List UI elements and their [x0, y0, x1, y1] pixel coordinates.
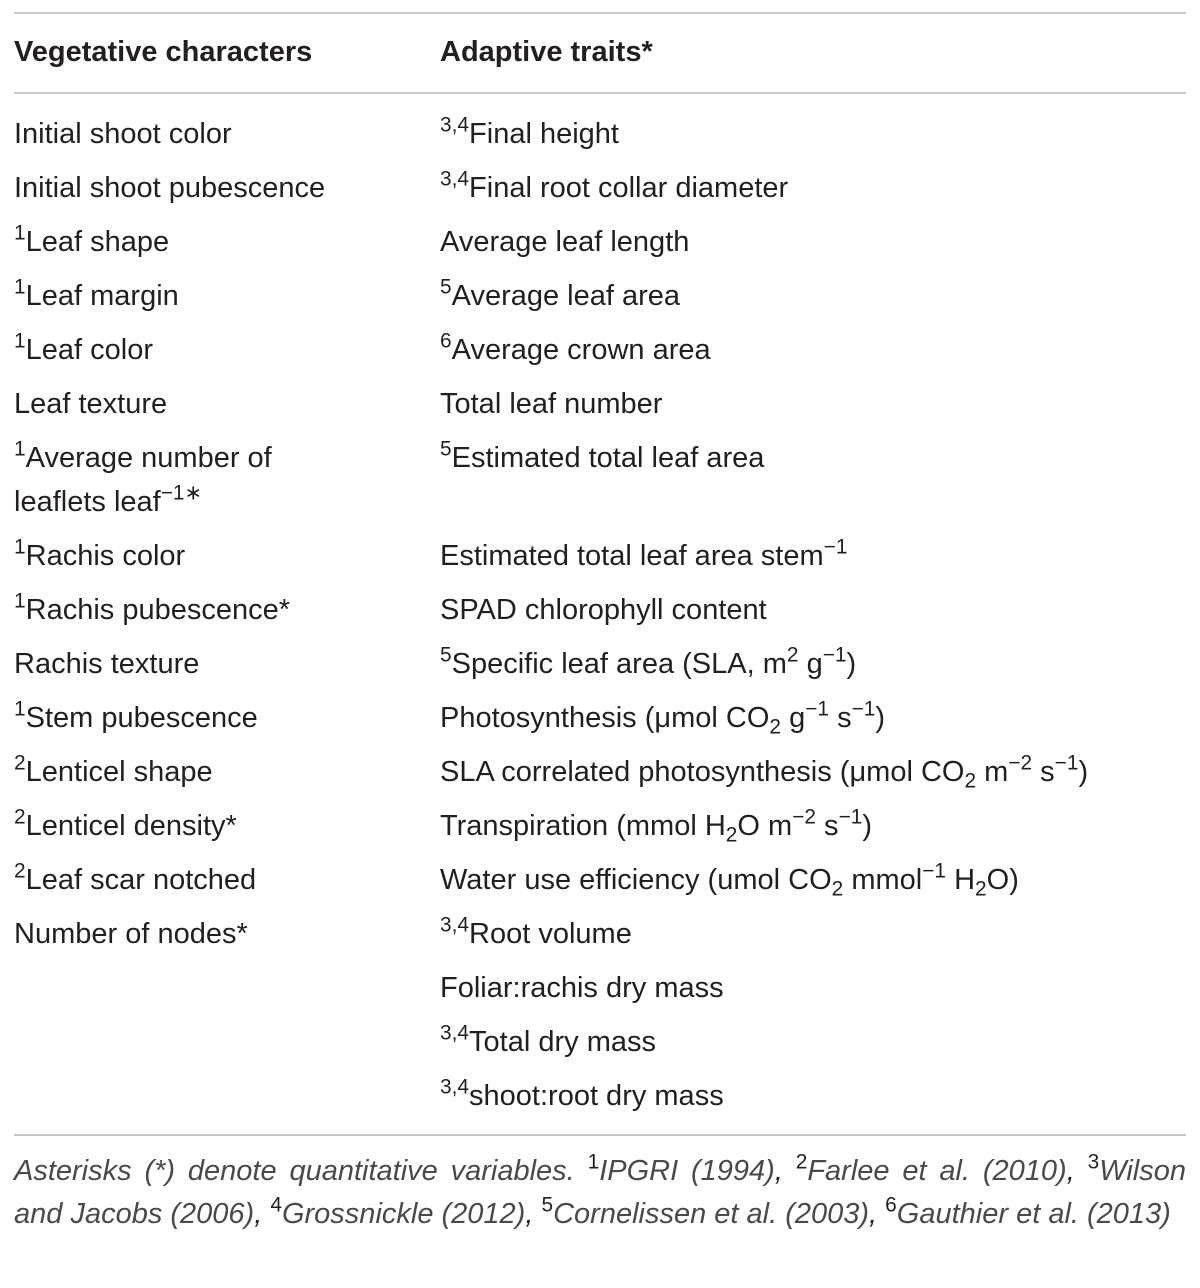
adaptive-row-16: Foliar:rachis dry mass	[440, 972, 724, 1004]
adaptive-row-3: Average leaf length	[440, 226, 690, 258]
adaptive-row-15: $^{3,4}$Root volume	[440, 913, 632, 950]
adaptive-row-13: Transpiration (mmol $H_2O$ $m^{-2}$ $s^{-1}$)	[440, 805, 873, 847]
adaptive-row-7: $^5$Estimated total leaf area	[440, 437, 765, 474]
adaptive-row-9: SPAD chlorophyll content	[440, 594, 767, 626]
vegetative-row-1: Initial shoot color	[14, 118, 232, 150]
adaptive-row-12: SLA correlated photosynthesis (μmol $CO_2$ $m^{-2}$ $s^{-1}$)	[440, 751, 1089, 793]
reference-link[interactable]: Wilson and Jacobs (2006)	[14, 1155, 1186, 1230]
vegetative-row-6: Leaf texture	[14, 388, 168, 420]
reference-link[interactable]: Grossnickle (2012)	[281, 1198, 526, 1230]
header-rule	[14, 92, 1186, 94]
adaptive-row-11: Photosynthesis (μmol $CO_2$ $g^{-1}$ $s^{-1}$)	[440, 697, 886, 739]
adaptive-row-10: $^5$Specific leaf area (SLA, $m^2$ $g^{-1}$)	[440, 643, 857, 680]
vegetative-row-11: $^1$Stem pubescence	[14, 697, 258, 734]
adaptive-row-1: $^{3,4}$Final height	[440, 113, 619, 150]
header-vegetative-characters: Vegetative characters	[14, 36, 313, 68]
table-footnote: Asterisks (*) denote quantitative variables. $^1$IPGRI (1994), $^2$Farlee et al. (2010), $^3$Wilson and Jacobs (2006), $^4$Grossnickle (2012), $^5$Cornelissen et al. (2003), $^6$Gauthier et al. (2013)	[14, 1150, 1186, 1230]
vegetative-row-7: $^1$Average number of	[14, 437, 272, 474]
header-adaptive-traits: Adaptive traits*	[440, 36, 653, 68]
adaptive-row-2: $^{3,4}$Final root collar diameter	[440, 167, 789, 204]
adaptive-row-6: Total leaf number	[440, 388, 663, 420]
reference-link[interactable]: Cornelissen et al. (2003)	[553, 1198, 870, 1230]
adaptive-row-14: Water use efficiency (umol $CO_2$ mmol$^{-1}$ $H_2O$)	[440, 859, 1019, 901]
vegetative-row-14: $^2$Leaf scar notched	[14, 859, 257, 896]
adaptive-row-5: $^6$Average crown area	[440, 329, 711, 366]
vegetative-row-15: Number of nodes*	[14, 918, 248, 950]
reference-link[interactable]: Gauthier et al. (2013)	[896, 1198, 1171, 1230]
adaptive-row-8: Estimated total leaf area stem$^{-1}$	[440, 535, 848, 572]
adaptive-row-18: $^{3,4}$shoot:root dry mass	[440, 1075, 724, 1112]
reference-link[interactable]: IPGRI (1994)	[599, 1155, 775, 1187]
vegetative-row-13: $^2$Lenticel density*	[14, 805, 237, 842]
vegetative-row-4: $^1$Leaf margin	[14, 275, 179, 312]
vegetative-row-2: Initial shoot pubescence	[14, 172, 326, 204]
vegetative-row-12: $^2$Lenticel shape	[14, 751, 213, 788]
vegetative-row-10: Rachis texture	[14, 648, 200, 680]
table-bottom-rule	[14, 1134, 1186, 1136]
vegetative-row-5: $^1$Leaf color	[14, 329, 153, 366]
adaptive-row-4: $^5$Average leaf area	[440, 275, 681, 312]
table-top-rule	[14, 12, 1186, 14]
adaptive-row-17: $^{3,4}$Total dry mass	[440, 1021, 656, 1058]
vegetative-row-3: $^1$Leaf shape	[14, 221, 170, 258]
vegetative-row-8: $^1$Rachis color	[14, 535, 186, 572]
vegetative-row-7-continued: leaflets leaf$^{-1∗}$	[14, 481, 202, 518]
reference-link[interactable]: Farlee et al. (2010)	[807, 1155, 1067, 1187]
vegetative-row-9: $^1$Rachis pubescence*	[14, 589, 291, 626]
